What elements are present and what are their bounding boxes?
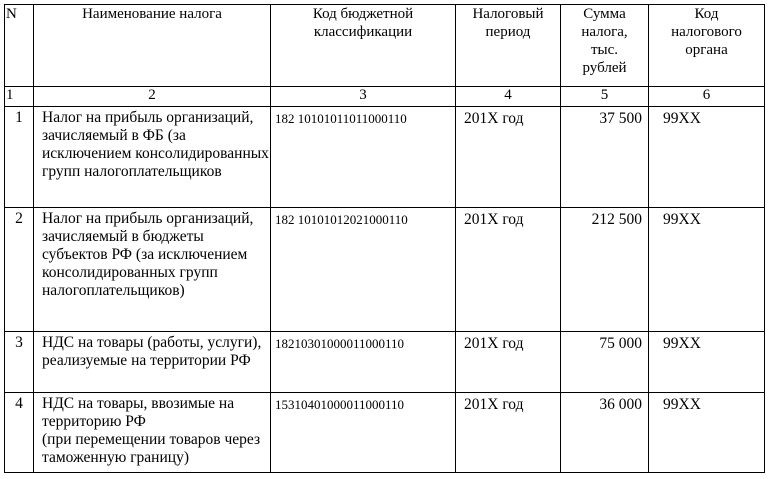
kbk-code: 18210301000011000110: [271, 332, 456, 393]
tax-amount: 36 000: [561, 393, 649, 473]
tax-authority-code: 99XX: [649, 208, 765, 332]
column-number: 1: [5, 87, 34, 107]
tax-table: [4, 4, 765, 473]
header-period: [456, 5, 561, 87]
tax-authority-code: 99XX: [649, 107, 765, 208]
header-org-text: Код налогового органа: [671, 6, 742, 58]
kbk-code: 182 10101011011000110: [271, 107, 456, 208]
row-number: 3: [5, 332, 34, 393]
column-number: 4: [456, 87, 561, 107]
header-n: N: [5, 5, 34, 87]
tax-period: 201X год: [456, 393, 561, 473]
row-number: 1: [5, 107, 34, 208]
tax-name: НДС на товары (работы, услуги), реализуемые на территории РФ: [34, 332, 271, 393]
tax-period: 201X год: [456, 332, 561, 393]
kbk-code: 15310401000011000110: [271, 393, 456, 473]
row-number: 2: [5, 208, 34, 332]
column-number: 5: [561, 87, 649, 107]
column-number: 2: [34, 87, 271, 107]
tax-period: 201X год: [456, 107, 561, 208]
tax-authority-code: 99XX: [649, 332, 765, 393]
row-number: 4: [5, 393, 34, 473]
table-row: [5, 107, 765, 208]
table-row: [5, 208, 765, 332]
header-tax-name: [34, 5, 271, 87]
tax-amount: 37 500: [561, 107, 649, 208]
tax-authority-code: 99XX: [649, 393, 765, 473]
column-number-row: [5, 87, 765, 107]
column-number: 3: [271, 87, 456, 107]
header-org: [649, 5, 765, 87]
table-row: [5, 332, 765, 393]
tax-amount: 75 000: [561, 332, 649, 393]
tax-amount: 212 500: [561, 208, 649, 332]
table-row: [5, 393, 765, 473]
header-amount-text: Сумма налога, тыс. рублей: [581, 6, 628, 76]
header-period-text: Налоговый период: [472, 6, 544, 40]
tax-name: Налог на прибыль организаций, зачисляемый в ФБ (за исключением консолидированных групп налогоплательщиков: [34, 107, 271, 208]
tax-name: НДС на товары, ввозимые на территорию РФ (при перемещении товаров через таможенную границу): [34, 393, 271, 473]
column-number: 6: [649, 87, 765, 107]
tax-period: 201X год: [456, 208, 561, 332]
header-tax-name-text: Наименование налога: [82, 6, 222, 22]
header-row: [5, 5, 765, 87]
header-kbk: [271, 5, 456, 87]
kbk-code: 182 10101012021000110: [271, 208, 456, 332]
header-amount: [561, 5, 649, 87]
tax-name: Налог на прибыль организаций, зачисляемый в бюджеты субъектов РФ (за исключением консолидированных групп налогоплательщиков): [34, 208, 271, 332]
header-kbk-text: Код бюджетной классификации: [312, 6, 414, 40]
